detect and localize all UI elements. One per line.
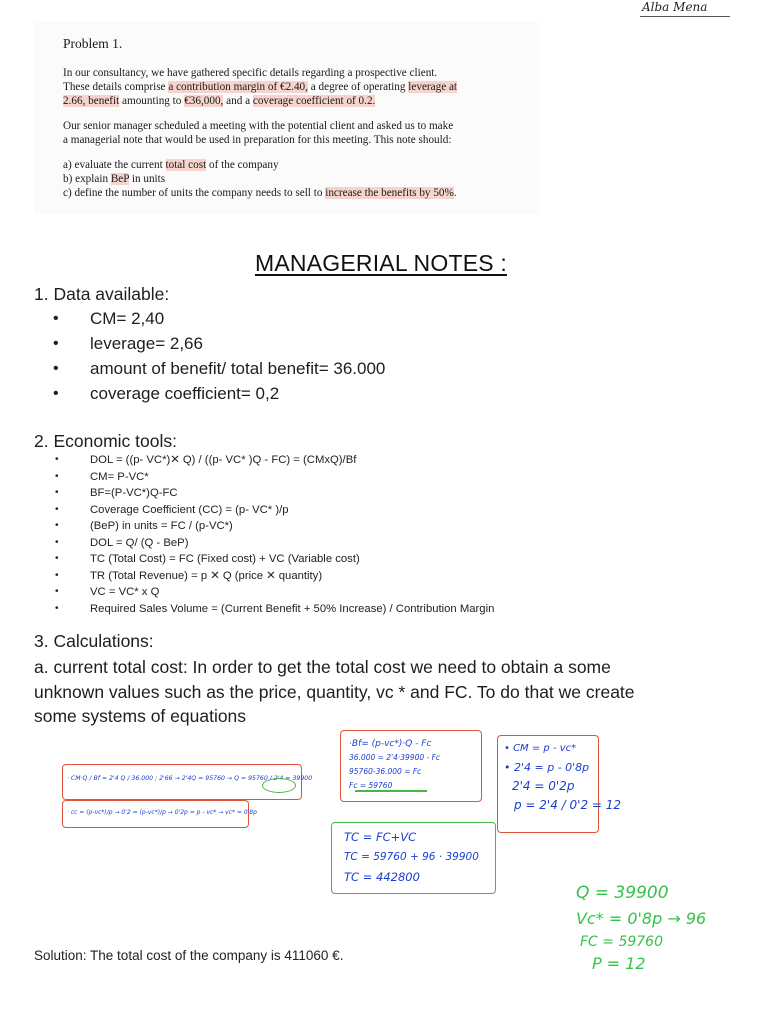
handwritten-price-box: • CM = p - vc* • 2'4 = p - 0'8p 2'4 = 0'2p p = 2'4 / 0'2 = 12 [497, 735, 599, 833]
list-item: • TC (Total Cost) = FC (Fixed cost) + VC (Variable cost) [50, 551, 494, 568]
section-calculations-title: 3. Calculations: [34, 631, 154, 651]
problem-p1-line2: These details comprise a contribution margin of €2.40, a degree of operating leverage at [63, 81, 458, 93]
handwritten-vc-equation: · cc = (p-vc*)/p → 0'2 = (p-vc*)/p → 0'2p = p - vc* → vc* = 0'8p [62, 800, 249, 828]
list-item: • DOL = ((p- VC*)✕ Q) / ((p- VC* )Q - FC) = (CMxQ)/Bf [50, 452, 494, 469]
summary-fc: FC = 59760 [580, 934, 663, 950]
calculations-paragraph: a. current total cost: In order to get the total cost we need to obtain a some unknown values such as the price, quantity, vc * and FC. To do that we create some systems of equations [34, 657, 635, 726]
handwritten-total-cost-box: TC = FC+VC TC = 59760 + 96 · 39900 TC = 442800 [331, 822, 496, 894]
problem-p1-line1: In our consultancy, we have gathered specific details regarding a prospective client. [63, 67, 438, 79]
list-item: • leverage= 2,66 [50, 331, 385, 356]
list-item: • BF=(P-VC*)Q-FC [50, 485, 494, 502]
summary-quantity: Q = 39900 [576, 883, 669, 903]
green-underline [355, 790, 427, 792]
page-heading: MANAGERIAL NOTES : [255, 250, 507, 276]
task-b: b) explain BeP in units [63, 173, 166, 185]
economic-tools-list [50, 452, 494, 617]
list-item: • CM= 2,40 [50, 306, 385, 331]
list-item: • VC = VC* x Q [50, 584, 494, 601]
section-economic-tools-title: 2. Economic tools: [34, 431, 177, 451]
problem-p2-line1: Our senior manager scheduled a meeting with the potential client and asked us to make [63, 120, 454, 132]
list-item: • CM= P-VC* [50, 469, 494, 486]
handwritten-fc-box: ·Bf= (p-vc*)·Q - Fc 36.000 = 2'4·39900 - Fc 95760-36.000 = Fc Fc = 59760 [340, 730, 482, 802]
list-item: • TR (Total Revenue) = p ✕ Q (price ✕ quantity) [50, 568, 494, 585]
green-circle [262, 778, 296, 793]
data-available-list [50, 306, 385, 406]
list-item: • DOL = Q/ (Q - BeP) [50, 535, 494, 552]
summary-price: P = 12 [592, 954, 646, 973]
problem-statement [34, 22, 540, 214]
task-a: a) evaluate the current total cost of the company [63, 159, 279, 171]
task-c: c) define the number of units the company needs to sell to increase the benefits by 50%. [63, 187, 457, 199]
list-item: • Coverage Coefficient (CC) = (p- VC* )/p [50, 502, 494, 519]
problem-p2-line2: a managerial note that would be used in preparation for this meeting. This note should: [63, 134, 452, 146]
problem-p1-line3: 2.66, benefit amounting to €36,000, and a coverage coefficient of 0.2. [63, 95, 376, 107]
author-signature: Alba Mena [642, 0, 708, 14]
section-data-available-title: 1. Data available: [34, 284, 170, 304]
list-item: • Required Sales Volume = (Current Benefit + 50% Increase) / Contribution Margin [50, 601, 494, 618]
list-item: • coverage coefficient= 0,2 [50, 381, 385, 406]
problem-title: Problem 1. [63, 36, 123, 51]
handwritten-quantity-equation: · CM·Q / Bf = 2'4 Q / 36.000 ; 2'66 → 2'4Q = 95760 → Q = 95760 / 2'4 = 39900 [62, 764, 302, 800]
list-item: • amount of benefit/ total benefit= 36.000 [50, 356, 385, 381]
solution-text: Solution: The total cost of the company is 411060 €. [34, 948, 344, 963]
signature-underline [640, 16, 730, 17]
list-item: • (BeP) in units = FC / (p-VC*) [50, 518, 494, 535]
summary-vc: Vc* = 0'8p → 96 [576, 909, 707, 928]
